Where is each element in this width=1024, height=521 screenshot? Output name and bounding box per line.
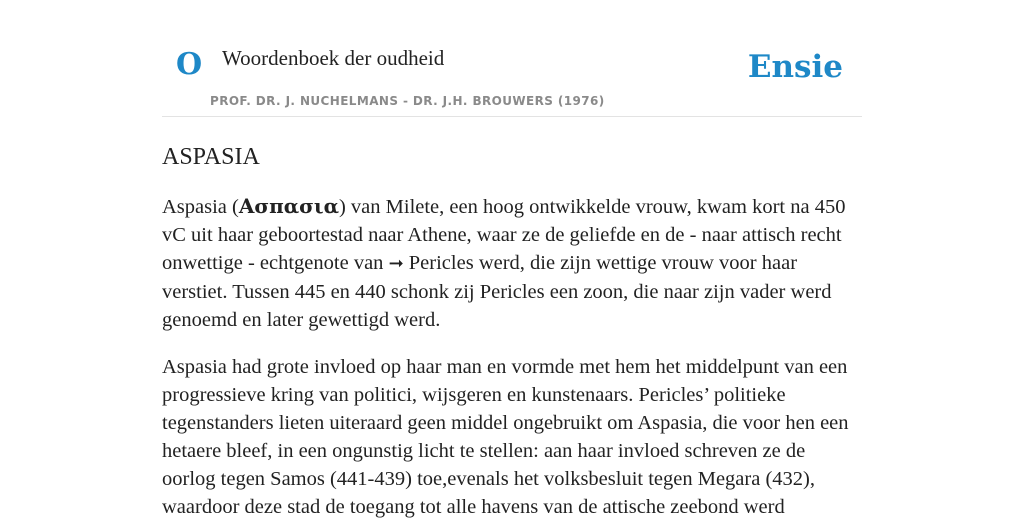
greek-name: Ασπασια — [238, 193, 339, 218]
entry-paragraph: Aspasia had grote invloed op haar man en vormde met hem het middelpunt van een progressieve kring van politici, wijsgeren en kunstenaars. Pericles’ politieke tegenstanders lieten uiteraard geen middel ongebruikt om Aspasia, die voor hen een hetaere bleef, in een ongunstig licht te stellen: aan haar invloed schreven ze de oorlog tegen Samos (441-439) toe,evenals het volksbesluit tegen Megara (432), waardoor deze stad de toegang tot alle havens van de attische zeebond werd — [162, 355, 849, 518]
book-authors: PROF. DR. J. NUCHELMANS - DR. J.H. BROUWERS (1976) — [210, 94, 605, 108]
paragraph-text: werd, die zijn wettige vrouw voor haar verstiet. Tussen 445 en 440 schonk zij Pericles een zoon, die naar zijn vader werd genoemd en later gewettigd werd. — [162, 251, 832, 331]
index-letter[interactable]: O — [176, 47, 203, 82]
book-title[interactable]: Woordenboek der oudheid — [222, 46, 445, 70]
entry-paragraph — [162, 192, 862, 334]
dictionary-header — [162, 0, 862, 117]
ensie-logo[interactable]: Ensie — [747, 49, 843, 85]
page — [162, 0, 862, 521]
paragraph-text: ) van Milete, een hoog ontwikkelde vrouw, kwam kort na 450 vC uit haar geboortestad naar Athene, waar ze de geliefde en de - naar attisch recht onwettige - echtgenote van — [162, 195, 846, 274]
pericles-link[interactable]: Pericles — [408, 251, 474, 274]
paragraph-text: Aspasia ( — [162, 195, 239, 218]
entry-title: ASPASIA — [162, 144, 260, 170]
arrow-right-icon: ➞ — [388, 252, 404, 274]
